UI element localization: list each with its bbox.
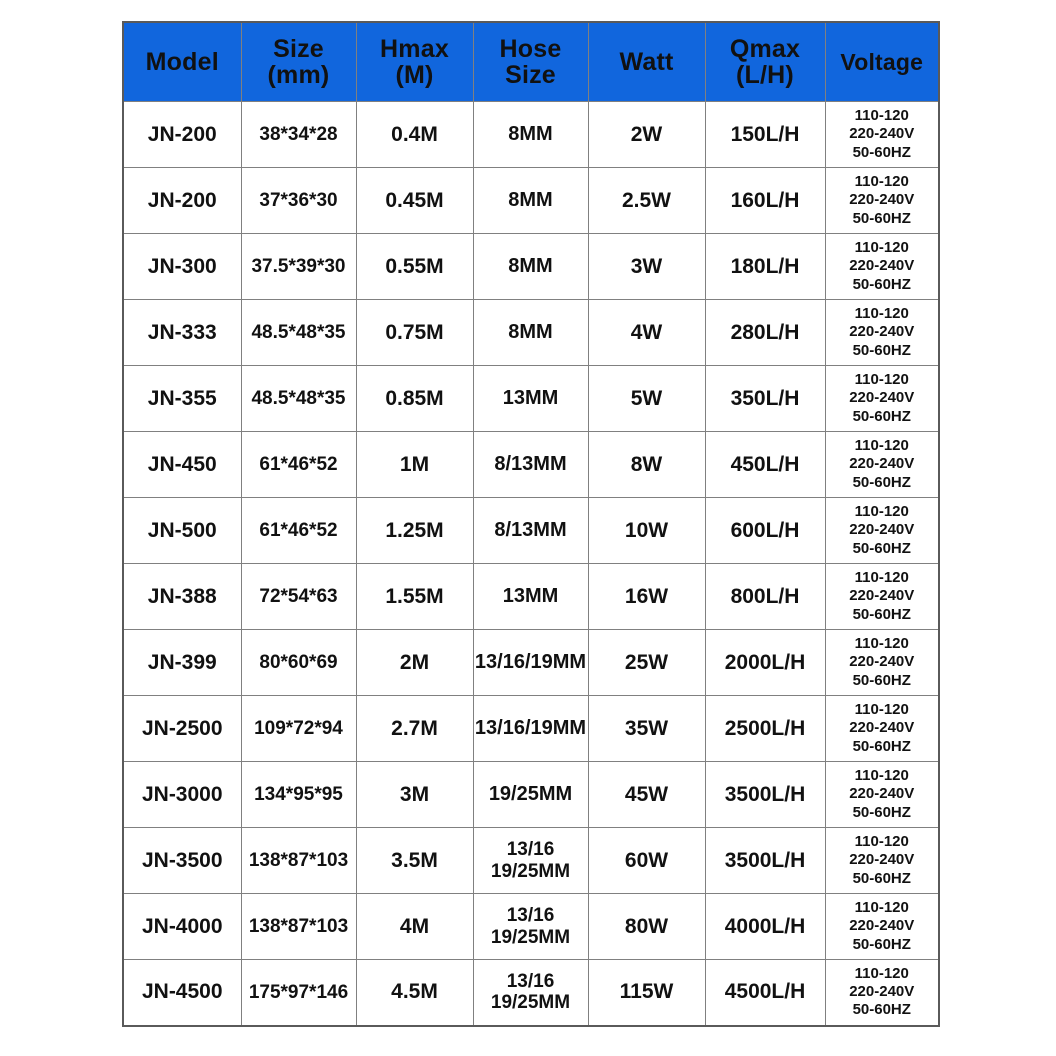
cell-hose bbox=[473, 102, 588, 168]
cell-voltage bbox=[825, 498, 939, 564]
cell-qmax: 450L/H bbox=[705, 432, 825, 498]
cell-voltage-line-1: 110-120 bbox=[854, 701, 909, 719]
cell-voltage-line-1: 110-120 bbox=[854, 503, 909, 521]
column-header-qmax-line-1: Qmax bbox=[729, 34, 801, 63]
cell-voltage-line-2: 220-240V bbox=[849, 323, 915, 341]
column-header-watt-line-1: Watt bbox=[619, 47, 674, 76]
cell-voltage-line-2: 220-240V bbox=[849, 521, 915, 539]
cell-voltage-line-2: 220-240V bbox=[849, 587, 915, 605]
cell-hose-line-2: 19/25MM bbox=[490, 992, 571, 1014]
table-body bbox=[123, 102, 939, 1026]
cell-voltage-line-2: 220-240V bbox=[849, 191, 915, 209]
cell-hmax: 0.4M bbox=[356, 102, 473, 168]
cell-size: 134*95*95 bbox=[241, 762, 356, 828]
cell-hmax: 0.85M bbox=[356, 366, 473, 432]
cell-voltage-line-3: 50-60HZ bbox=[852, 935, 911, 953]
cell-model: JN-3500 bbox=[123, 828, 241, 894]
cell-voltage-line-1: 110-120 bbox=[854, 569, 909, 587]
cell-voltage-line-3: 50-60HZ bbox=[852, 605, 911, 623]
cell-voltage-line-3: 50-60HZ bbox=[852, 209, 911, 227]
column-header-size bbox=[241, 22, 356, 102]
cell-watt: 115W bbox=[588, 960, 705, 1026]
cell-watt: 2W bbox=[588, 102, 705, 168]
table-row bbox=[123, 498, 939, 564]
cell-hose-line-1: 8/13MM bbox=[494, 519, 567, 542]
cell-hose bbox=[473, 894, 588, 960]
table-row bbox=[123, 102, 939, 168]
cell-hmax: 4.5M bbox=[356, 960, 473, 1026]
cell-hmax: 2M bbox=[356, 630, 473, 696]
cell-model: JN-450 bbox=[123, 432, 241, 498]
cell-hose bbox=[473, 234, 588, 300]
table-row bbox=[123, 696, 939, 762]
table-row bbox=[123, 762, 939, 828]
cell-voltage-line-3: 50-60HZ bbox=[852, 407, 911, 425]
cell-size: 38*34*28 bbox=[241, 102, 356, 168]
cell-voltage-line-3: 50-60HZ bbox=[852, 473, 911, 491]
cell-watt: 16W bbox=[588, 564, 705, 630]
cell-hmax: 0.45M bbox=[356, 168, 473, 234]
cell-hmax: 1M bbox=[356, 432, 473, 498]
column-header-hose-line-2: Size bbox=[505, 61, 556, 89]
cell-hose-line-1: 13/16/19MM bbox=[474, 717, 587, 740]
table-row bbox=[123, 828, 939, 894]
column-header-model-line-1: Model bbox=[145, 47, 219, 76]
table-row bbox=[123, 234, 939, 300]
cell-size: 138*87*103 bbox=[241, 828, 356, 894]
cell-size: 48.5*48*35 bbox=[241, 366, 356, 432]
column-header-voltage-line-1: Voltage bbox=[840, 48, 924, 75]
cell-watt: 10W bbox=[588, 498, 705, 564]
cell-hmax: 3M bbox=[356, 762, 473, 828]
cell-size: 48.5*48*35 bbox=[241, 300, 356, 366]
cell-voltage bbox=[825, 300, 939, 366]
cell-watt: 8W bbox=[588, 432, 705, 498]
table-row bbox=[123, 300, 939, 366]
cell-model: JN-333 bbox=[123, 300, 241, 366]
cell-model: JN-200 bbox=[123, 168, 241, 234]
cell-watt: 25W bbox=[588, 630, 705, 696]
cell-voltage-line-2: 220-240V bbox=[849, 125, 915, 143]
cell-size: 80*60*69 bbox=[241, 630, 356, 696]
spec-table-container bbox=[122, 21, 938, 1027]
cell-size: 37*36*30 bbox=[241, 168, 356, 234]
cell-hmax: 2.7M bbox=[356, 696, 473, 762]
table-row bbox=[123, 168, 939, 234]
cell-voltage-line-1: 110-120 bbox=[854, 899, 909, 917]
cell-hose-line-2: 19/25MM bbox=[490, 860, 571, 882]
cell-voltage-line-2: 220-240V bbox=[849, 653, 915, 671]
column-header-hose-line-1: Hose bbox=[499, 34, 562, 63]
cell-qmax: 350L/H bbox=[705, 366, 825, 432]
cell-voltage-line-3: 50-60HZ bbox=[852, 737, 911, 755]
cell-voltage bbox=[825, 366, 939, 432]
cell-size: 61*46*52 bbox=[241, 498, 356, 564]
cell-voltage-line-3: 50-60HZ bbox=[852, 341, 911, 359]
cell-model: JN-500 bbox=[123, 498, 241, 564]
cell-hose bbox=[473, 630, 588, 696]
cell-qmax: 2500L/H bbox=[705, 696, 825, 762]
cell-watt: 3W bbox=[588, 234, 705, 300]
cell-voltage-line-2: 220-240V bbox=[849, 917, 915, 935]
column-header-qmax-line-2: (L/H) bbox=[736, 61, 794, 89]
cell-hose-line-1: 8MM bbox=[508, 255, 553, 278]
pump-specification-table bbox=[122, 21, 940, 1027]
cell-qmax: 3500L/H bbox=[705, 762, 825, 828]
cell-hmax: 0.55M bbox=[356, 234, 473, 300]
header-row bbox=[123, 22, 939, 102]
cell-watt: 35W bbox=[588, 696, 705, 762]
cell-hose bbox=[473, 432, 588, 498]
cell-voltage bbox=[825, 168, 939, 234]
cell-hose-line-1: 13/16 bbox=[506, 970, 555, 992]
cell-model: JN-4000 bbox=[123, 894, 241, 960]
cell-voltage-line-3: 50-60HZ bbox=[852, 275, 911, 293]
cell-qmax: 280L/H bbox=[705, 300, 825, 366]
cell-voltage-line-2: 220-240V bbox=[849, 455, 915, 473]
cell-size: 72*54*63 bbox=[241, 564, 356, 630]
cell-hose-line-1: 13MM bbox=[502, 387, 559, 410]
cell-watt: 60W bbox=[588, 828, 705, 894]
cell-voltage-line-2: 220-240V bbox=[849, 719, 915, 737]
table-row bbox=[123, 366, 939, 432]
table-row bbox=[123, 960, 939, 1026]
cell-voltage bbox=[825, 432, 939, 498]
cell-voltage-line-1: 110-120 bbox=[854, 239, 909, 257]
cell-hose bbox=[473, 168, 588, 234]
cell-hose-line-1: 13/16 bbox=[506, 839, 555, 861]
cell-voltage bbox=[825, 696, 939, 762]
cell-hmax: 1.55M bbox=[356, 564, 473, 630]
cell-voltage-line-2: 220-240V bbox=[849, 983, 915, 1001]
cell-hmax: 4M bbox=[356, 894, 473, 960]
cell-voltage-line-3: 50-60HZ bbox=[852, 143, 911, 161]
cell-size: 61*46*52 bbox=[241, 432, 356, 498]
cell-hose bbox=[473, 960, 588, 1026]
cell-hose bbox=[473, 762, 588, 828]
cell-qmax: 4500L/H bbox=[705, 960, 825, 1026]
cell-voltage-line-1: 110-120 bbox=[854, 107, 909, 125]
table-row bbox=[123, 564, 939, 630]
cell-qmax: 4000L/H bbox=[705, 894, 825, 960]
cell-voltage bbox=[825, 894, 939, 960]
cell-voltage-line-1: 110-120 bbox=[854, 767, 909, 785]
cell-model: JN-3000 bbox=[123, 762, 241, 828]
cell-voltage-line-1: 110-120 bbox=[854, 173, 909, 191]
cell-voltage bbox=[825, 564, 939, 630]
cell-voltage-line-1: 110-120 bbox=[854, 437, 909, 455]
cell-qmax: 600L/H bbox=[705, 498, 825, 564]
cell-voltage-line-3: 50-60HZ bbox=[852, 803, 911, 821]
cell-qmax: 160L/H bbox=[705, 168, 825, 234]
cell-voltage-line-2: 220-240V bbox=[849, 389, 915, 407]
cell-voltage bbox=[825, 960, 939, 1026]
cell-hose bbox=[473, 366, 588, 432]
column-header-model bbox=[123, 22, 241, 102]
cell-model: JN-2500 bbox=[123, 696, 241, 762]
cell-hose bbox=[473, 828, 588, 894]
cell-hose-line-1: 13/16 bbox=[506, 905, 555, 927]
cell-size: 109*72*94 bbox=[241, 696, 356, 762]
cell-watt: 45W bbox=[588, 762, 705, 828]
cell-qmax: 3500L/H bbox=[705, 828, 825, 894]
cell-hmax: 3.5M bbox=[356, 828, 473, 894]
table-row bbox=[123, 894, 939, 960]
cell-hose-line-1: 8/13MM bbox=[494, 453, 567, 476]
cell-hmax: 0.75M bbox=[356, 300, 473, 366]
cell-qmax: 180L/H bbox=[705, 234, 825, 300]
column-header-voltage bbox=[825, 22, 939, 102]
cell-voltage bbox=[825, 762, 939, 828]
column-header-hose bbox=[473, 22, 588, 102]
cell-model: JN-4500 bbox=[123, 960, 241, 1026]
cell-model: JN-355 bbox=[123, 366, 241, 432]
cell-voltage-line-1: 110-120 bbox=[854, 964, 909, 982]
cell-hose bbox=[473, 696, 588, 762]
cell-voltage-line-3: 50-60HZ bbox=[852, 671, 911, 689]
cell-voltage-line-1: 110-120 bbox=[854, 833, 909, 851]
cell-voltage-line-3: 50-60HZ bbox=[852, 539, 911, 557]
cell-watt: 4W bbox=[588, 300, 705, 366]
cell-qmax: 150L/H bbox=[705, 102, 825, 168]
cell-hose-line-1: 8MM bbox=[508, 189, 553, 212]
table-header bbox=[123, 22, 939, 102]
column-header-hmax-line-2: (M) bbox=[395, 61, 434, 89]
cell-voltage bbox=[825, 102, 939, 168]
column-header-hmax bbox=[356, 22, 473, 102]
cell-size: 175*97*146 bbox=[241, 960, 356, 1026]
cell-size: 138*87*103 bbox=[241, 894, 356, 960]
cell-qmax: 2000L/H bbox=[705, 630, 825, 696]
cell-hose bbox=[473, 498, 588, 564]
cell-model: JN-388 bbox=[123, 564, 241, 630]
cell-hose-line-2: 19/25MM bbox=[490, 926, 571, 948]
cell-hose-line-1: 19/25MM bbox=[488, 783, 573, 806]
table-row bbox=[123, 432, 939, 498]
cell-hose-line-1: 8MM bbox=[508, 321, 553, 344]
cell-hose bbox=[473, 300, 588, 366]
cell-hose bbox=[473, 564, 588, 630]
cell-watt: 2.5W bbox=[588, 168, 705, 234]
cell-size: 37.5*39*30 bbox=[241, 234, 356, 300]
cell-hmax: 1.25M bbox=[356, 498, 473, 564]
cell-voltage-line-2: 220-240V bbox=[849, 851, 915, 869]
column-header-qmax bbox=[705, 22, 825, 102]
cell-voltage-line-3: 50-60HZ bbox=[852, 869, 911, 887]
cell-watt: 5W bbox=[588, 366, 705, 432]
column-header-watt bbox=[588, 22, 705, 102]
cell-qmax: 800L/H bbox=[705, 564, 825, 630]
cell-hose-line-1: 13/16/19MM bbox=[474, 651, 587, 674]
cell-hose-line-1: 8MM bbox=[508, 123, 553, 146]
cell-voltage-line-1: 110-120 bbox=[854, 635, 909, 653]
cell-voltage bbox=[825, 630, 939, 696]
cell-voltage-line-1: 110-120 bbox=[854, 371, 909, 389]
cell-model: JN-399 bbox=[123, 630, 241, 696]
cell-voltage-line-2: 220-240V bbox=[849, 257, 915, 275]
cell-voltage bbox=[825, 828, 939, 894]
column-header-hmax-line-1: Hmax bbox=[380, 34, 449, 63]
cell-voltage-line-1: 110-120 bbox=[854, 305, 909, 323]
column-header-size-line-2: (mm) bbox=[267, 61, 330, 89]
column-header-size-line-1: Size bbox=[273, 34, 324, 63]
cell-model: JN-300 bbox=[123, 234, 241, 300]
cell-voltage-line-2: 220-240V bbox=[849, 785, 915, 803]
cell-model: JN-200 bbox=[123, 102, 241, 168]
cell-watt: 80W bbox=[588, 894, 705, 960]
cell-voltage-line-3: 50-60HZ bbox=[852, 1001, 911, 1019]
cell-hose-line-1: 13MM bbox=[502, 585, 559, 608]
cell-voltage bbox=[825, 234, 939, 300]
table-row bbox=[123, 630, 939, 696]
